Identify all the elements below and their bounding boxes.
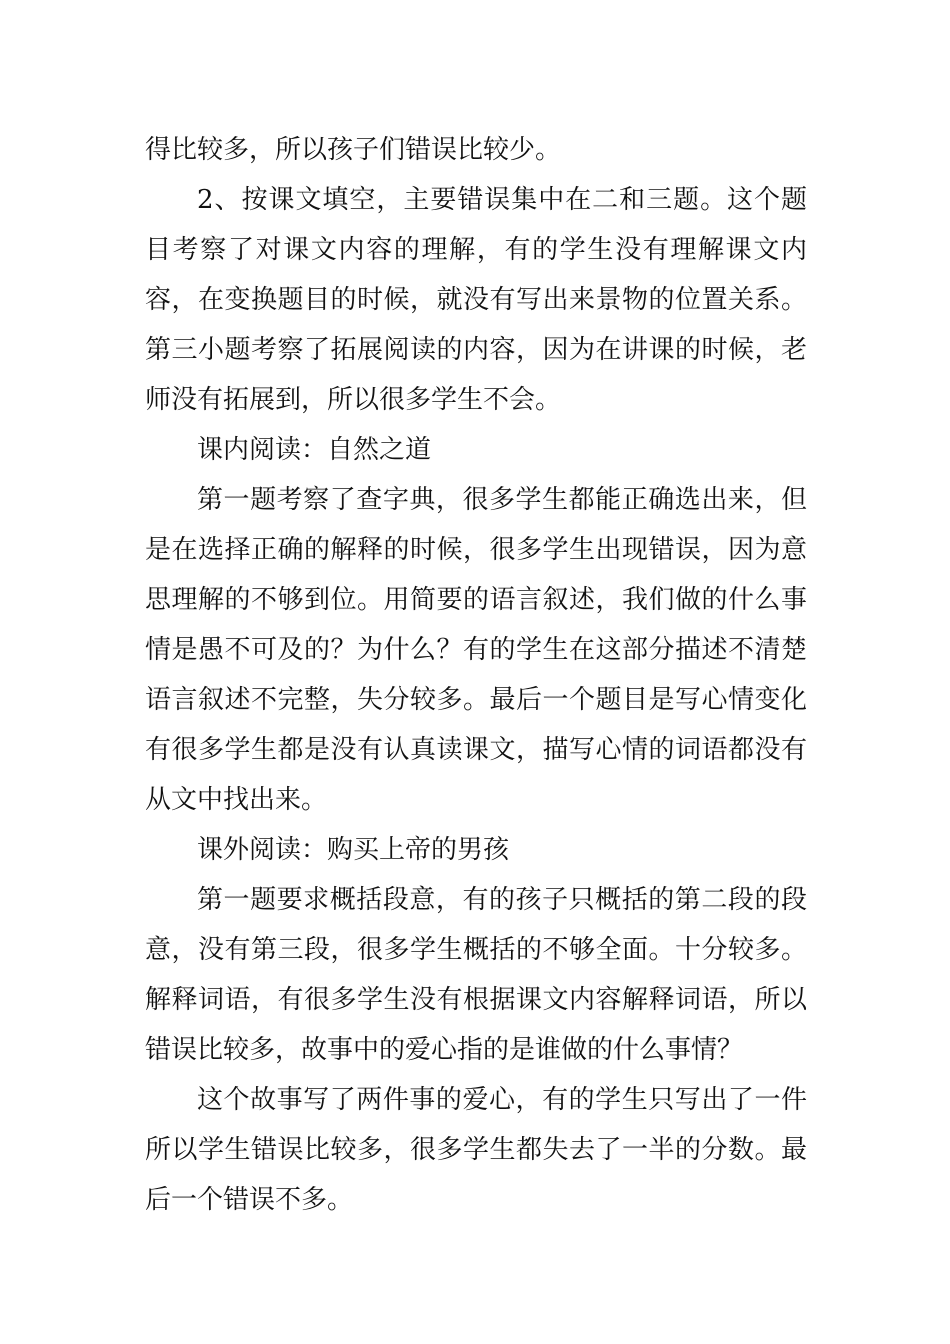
heading-extracurricular-reading: 课外阅读：购买上帝的男孩	[197, 835, 510, 865]
paragraph-continuation: 得比较多，所以孩子们错误比较少。	[145, 135, 562, 165]
heading-in-class-reading: 课内阅读：自然之道	[197, 435, 432, 465]
document-body	[145, 125, 807, 1225]
paragraph-extracurricular-reading: 第一题要求概括段意，有的孩子只概括的第二段的段意，没有第三段，很多学生概括的不够全面。十分较多。解释词语，有很多学生没有根据课文内容解释词语，所以错误比较多，故事中的爱心指的是谁做的什么事情？	[145, 885, 807, 1065]
paragraph-fill-in-blanks: 2、按课文填空，主要错误集中在二和三题。这个题目考察了对课文内容的理解，有的学生没有理解课文内容，在变换题目的时候，就没有写出来景物的位置关系。第三小题考察了拓展阅读的内容，因为在讲课的时候，老师没有拓展到，所以很多学生不会。	[145, 185, 807, 415]
paragraph-in-class-reading: 第一题考察了查字典，很多学生都能正确选出来，但是在选择正确的解释的时候，很多学生出现错误，因为意思理解的不够到位。用简要的语言叙述，我们做的什么事情是愚不可及的？为什么？有的学生在这部分描述不清楚语言叙述不完整，失分较多。最后一个题目是写心情变化有很多学生都是没有认真读课文，描写心情的词语都没有从文中找出来。	[145, 485, 807, 815]
paragraph-final: 这个故事写了两件事的爱心，有的学生只写出了一件所以学生错误比较多，很多学生都失去了一半的分数。最后一个错误不多。	[145, 1085, 807, 1215]
